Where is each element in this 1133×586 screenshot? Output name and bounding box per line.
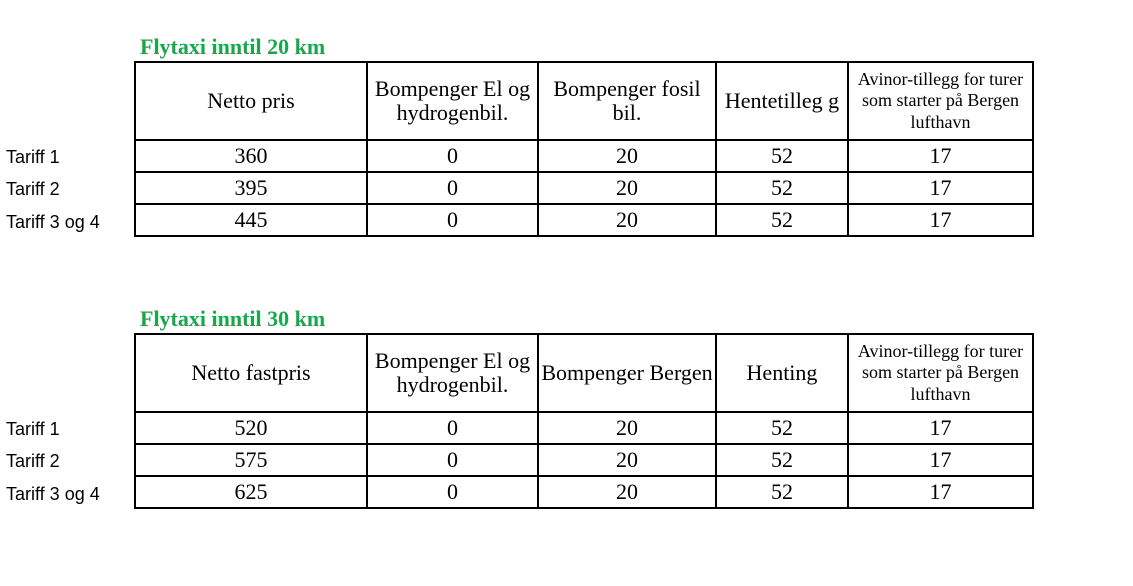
table-cell: 17 [848,172,1033,204]
table-cell: 0 [367,140,538,172]
header-cell: Avinor-tillegg for turer som starter på Bergen lufthavn [848,62,1033,140]
table-cell: 360 [135,140,367,172]
header-row [135,334,1033,412]
table-cell: 52 [716,140,848,172]
table-cell: 625 [135,476,367,508]
table-row [135,204,1033,236]
header-cell: Bompenger El og hydrogenbil. [367,334,538,412]
table-row [135,140,1033,172]
row-label: Tariff 3 og 4 [6,211,100,232]
table-cell: 0 [367,444,538,476]
table-cell: 20 [538,172,716,204]
row-labels [6,141,134,238]
table-cell: 20 [538,476,716,508]
header-cell: Hentetilleg g [716,62,848,140]
table-cell: 0 [367,412,538,444]
table-section-20km [0,30,1133,230]
table-cell: 20 [538,412,716,444]
table-cell: 520 [135,412,367,444]
header-cell: Avinor-tillegg for turer som starter på Bergen lufthavn [848,334,1033,412]
table-cell: 52 [716,476,848,508]
table-row [135,476,1033,508]
header-cell: Bompenger Bergen [538,334,716,412]
row-label: Tariff 3 og 4 [6,483,100,504]
table-cell: 17 [848,204,1033,236]
tariff-table-20km [134,61,1034,237]
table-cell: 20 [538,140,716,172]
table-cell: 52 [716,204,848,236]
table-cell: 0 [367,204,538,236]
table-section-30km [0,302,1133,502]
table-cell: 17 [848,412,1033,444]
table-row [135,444,1033,476]
section-title: Flytaxi inntil 20 km [140,34,326,59]
table-cell: 52 [716,444,848,476]
table-row [135,172,1033,204]
table-cell: 17 [848,444,1033,476]
row-label: Tariff 2 [6,179,60,200]
table-cell: 17 [848,476,1033,508]
table-cell: 575 [135,444,367,476]
table-cell: 20 [538,444,716,476]
table-cell: 445 [135,204,367,236]
header-cell: Netto fastpris [135,334,367,412]
row-label: Tariff 1 [6,147,60,167]
table-cell: 17 [848,140,1033,172]
header-cell: Netto pris [135,62,367,140]
row-label: Tariff 1 [6,419,60,439]
header-cell: Bompenger El og hydrogenbil. [367,62,538,140]
table-cell: 52 [716,412,848,444]
table-cell: 395 [135,172,367,204]
table-cell: 52 [716,172,848,204]
header-cell: Bompenger fosil bil. [538,62,716,140]
section-title: Flytaxi inntil 30 km [140,306,326,331]
table-cell: 0 [367,476,538,508]
header-row [135,62,1033,140]
table-row [135,412,1033,444]
table-cell: 0 [367,172,538,204]
tariff-table-30km [134,333,1034,509]
row-label: Tariff 2 [6,451,60,472]
header-cell: Henting [716,334,848,412]
row-labels [6,413,134,510]
table-cell: 20 [538,204,716,236]
